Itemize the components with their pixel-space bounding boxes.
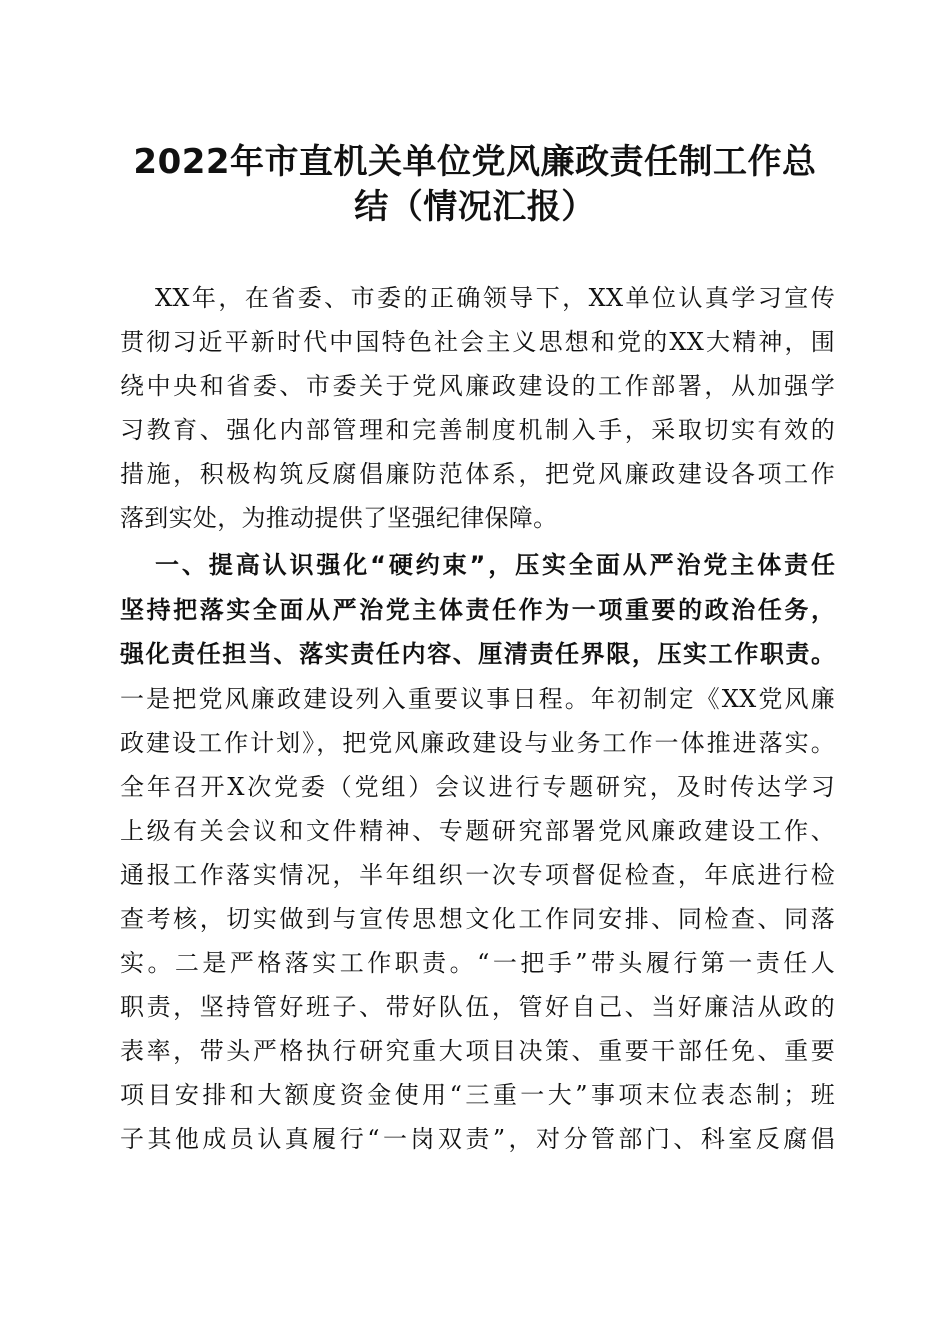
section-1-body-line: 一是把党风廉政建设列入重要议事日程。年初制定《XX党风廉 [120,685,835,713]
section-1-lead-line: 强化责任担当、落实责任内容、厘清责任界限，压实工作职责。 [120,640,835,668]
section-1-body-line: 通报工作落实情况，半年组织一次专项督促检查，年底进行检 [120,861,835,889]
section-1-body-line: 项目安排和大额度资金使用“三重一大”事项末位表态制；班 [120,1081,835,1109]
section-1-lead-line: 坚持把落实全面从严治党主体责任作为一项重要的政治任务， [120,596,835,624]
section-1-body-line: 全年召开X次党委（党组）会议进行专题研究，及时传达学习 [120,773,835,801]
section-1-body-line: 查考核，切实做到与宣传思想文化工作同安排、同检查、同落 [120,905,835,933]
section-1-body-line: 上级有关会议和文件精神、专题研究部署党风廉政建设工作、 [120,817,835,845]
document-title-line-1: 2022年市直机关单位党风廉政责任制工作总 [133,142,817,182]
section-1-body-line: 职责，坚持管好班子、带好队伍，管好自己、当好廉洁从政的 [120,993,835,1021]
intro-paragraph-line: XX年，在省委、市委的正确领导下，XX单位认真学习宣传 [155,284,835,312]
document-title-line-2: 结（情况汇报） [354,187,596,227]
section-1-body-line: 实。二是严格落实工作职责。“一把手”带头履行第一责任人 [120,949,835,977]
section-1-body-line: 表率，带头严格执行研究重大项目决策、重要干部任免、重要 [120,1037,835,1065]
intro-paragraph-line: 措施，积极构筑反腐倡廉防范体系，把党风廉政建设各项工作 [120,460,835,488]
section-1-heading: 一、提高认识强化“硬约束”，压实全面从严治党主体责任 [155,551,835,579]
section-1-body-line: 政建设工作计划》，把党风廉政建设与业务工作一体推进落实。 [120,729,835,757]
section-1-body-line: 子其他成员认真履行“一岗双责”，对分管部门、科室反腐倡 [120,1125,835,1153]
intro-paragraph-line: 落到实处，为推动提供了坚强纪律保障。 [120,504,558,532]
intro-paragraph-line: 贯彻习近平新时代中国特色社会主义思想和党的XX大精神，围 [120,328,835,356]
intro-paragraph-line: 习教育、强化内部管理和完善制度机制入手，采取切实有效的 [120,416,835,444]
intro-paragraph-line: 绕中央和省委、市委关于党风廉政建设的工作部署，从加强学 [120,372,835,400]
